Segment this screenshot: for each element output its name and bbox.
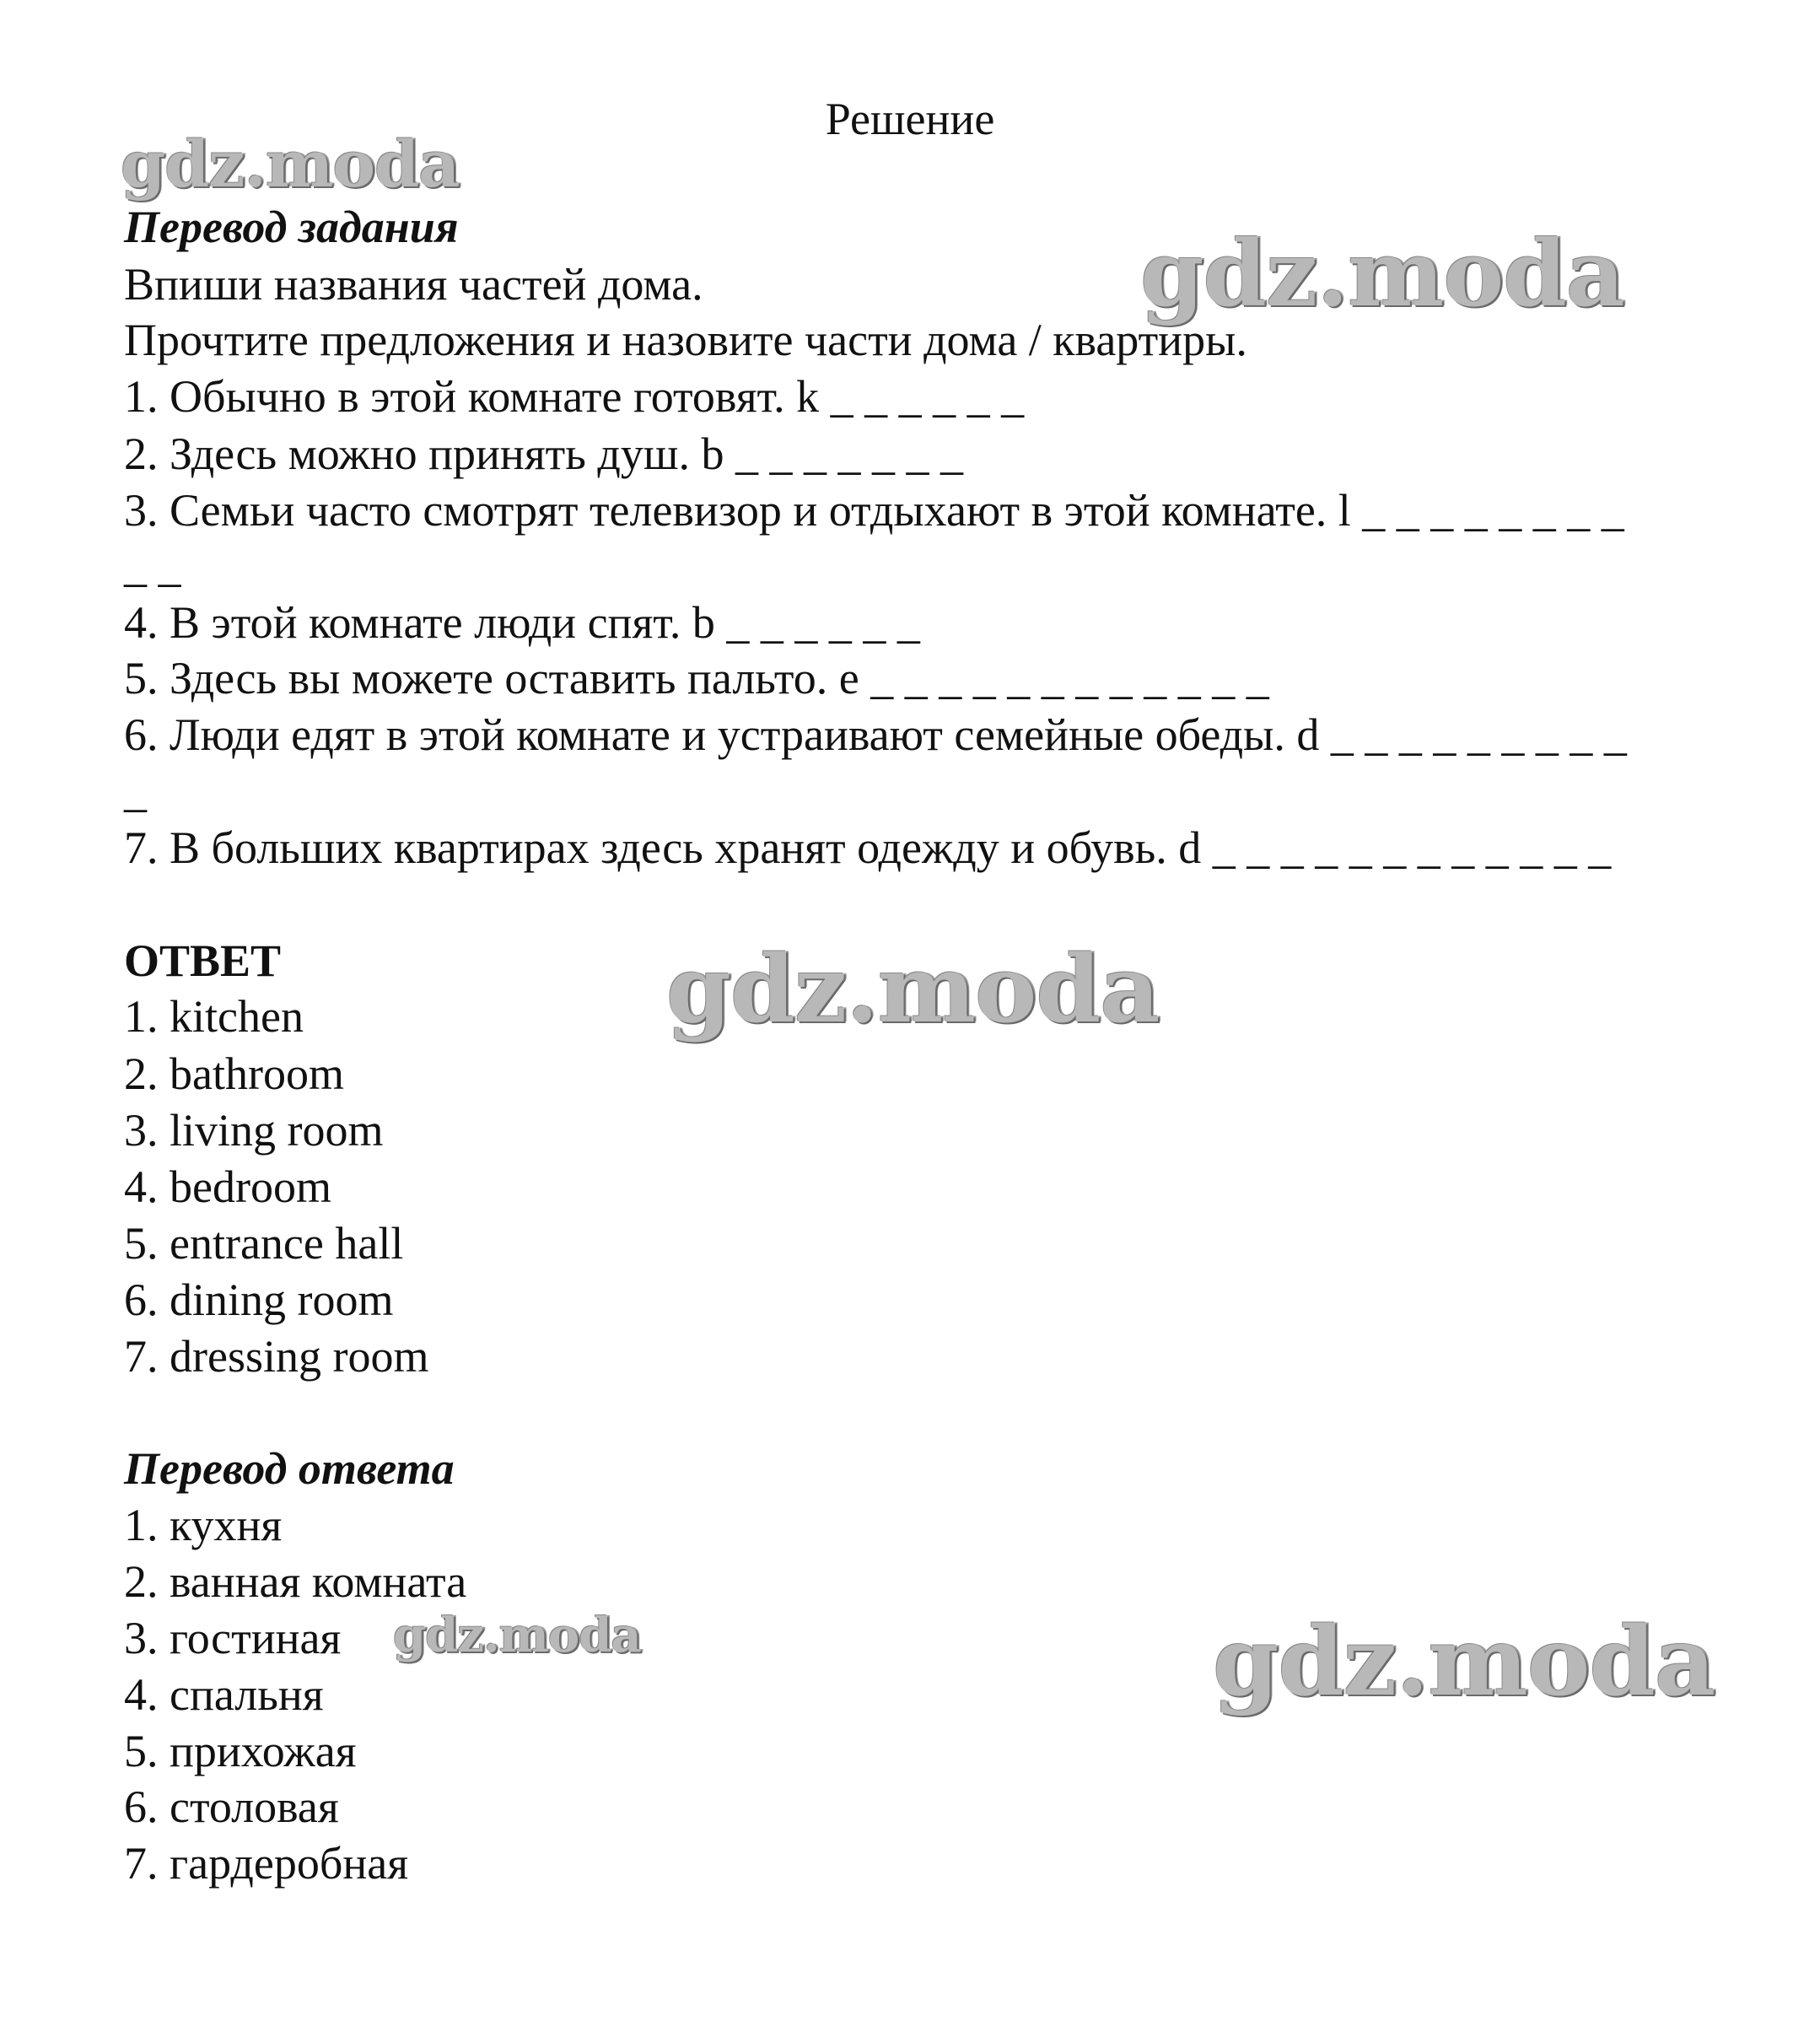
task-item-continuation: _ _ [124, 541, 181, 591]
task-item: 4. В этой комнате люди спят. b _ _ _ _ _ _ [124, 597, 920, 648]
translation-item: 6. столовая [124, 1781, 339, 1832]
task-translation-heading: Перевод задания [124, 202, 459, 252]
task-item: 6. Люди едят в этой комнате и устраивают семейные обеды. d _ _ _ _ _ _ _ _ _ [124, 709, 1627, 760]
translation-item: 4. спальня [124, 1669, 324, 1720]
watermark-logo: gdz.moda [1213, 1607, 1715, 1717]
answer-item: 1. kitchen [124, 991, 304, 1042]
answer-item: 2. bathroom [124, 1048, 344, 1099]
task-item-continuation: _ [124, 766, 147, 816]
answer-item: 3. living room [124, 1105, 384, 1156]
task-instruction: Прочтите предложения и назовите части дома / квартиры. [124, 315, 1247, 365]
watermark-logo: gdz.moda [666, 935, 1160, 1043]
translation-item: 7. гардеробная [124, 1838, 409, 1889]
answer-item: 7. dressing room [124, 1331, 429, 1382]
answer-item: 5. entrance hall [124, 1218, 404, 1269]
task-item: 5. Здесь вы можете оставить пальто. e _ _ _ _ _ _ _ _ _ _ _ _ [124, 653, 1269, 703]
page-title: Решение [825, 94, 995, 144]
watermark-logo: gdz.moda [121, 127, 460, 202]
answer-item: 4. bedroom [124, 1161, 331, 1212]
answer-translation-heading: Перевод ответа [124, 1443, 455, 1494]
watermark-logo: gdz.moda [1140, 221, 1624, 327]
answer-heading: ОТВЕТ [124, 935, 282, 986]
task-item: 1. Обычно в этой комнате готовят. k _ _ _ _ _ _ [124, 371, 1025, 422]
translation-item: 3. гостиная [124, 1613, 342, 1663]
translation-item: 5. прихожая [124, 1726, 357, 1776]
task-instruction: Впиши названия частей дома. [124, 259, 703, 310]
task-item: 2. Здесь можно принять душ. b _ _ _ _ _ _ _ [124, 428, 963, 479]
answer-item: 6. dining room [124, 1275, 394, 1325]
translation-item: 1. кухня [124, 1500, 283, 1550]
watermark-logo: gdz.moda [393, 1608, 641, 1663]
task-item: 3. Семьи часто смотрят телевизор и отдыхают в этой комнате. l _ _ _ _ _ _ _ _ [124, 485, 1624, 536]
translation-item: 2. ванная комната [124, 1556, 467, 1607]
task-item: 7. В больших квартирах здесь хранят одежду и обувь. d _ _ _ _ _ _ _ _ _ _ _ _ [124, 822, 1612, 873]
